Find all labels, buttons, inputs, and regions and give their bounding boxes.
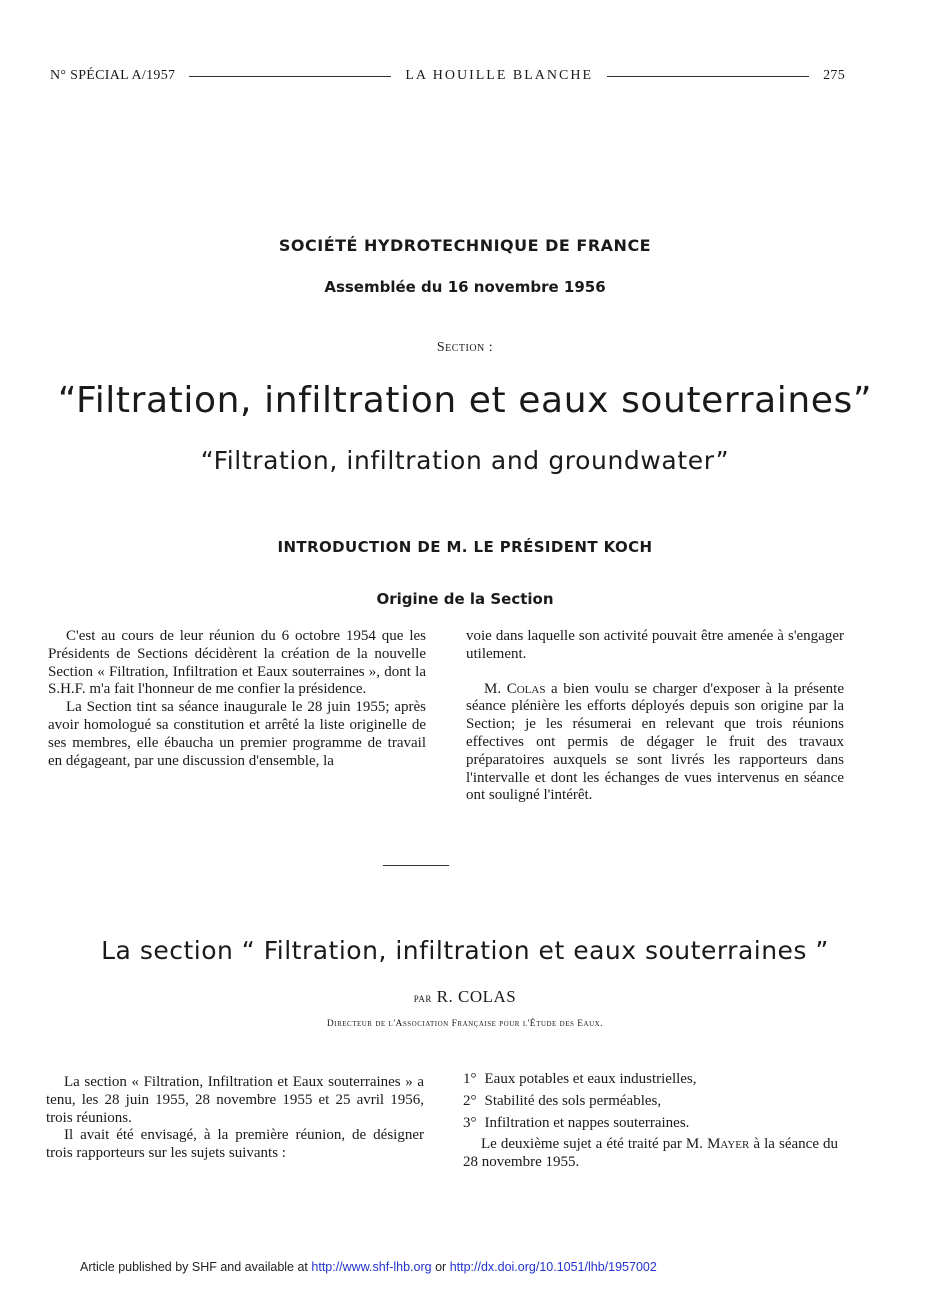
article-column-right [463, 1071, 838, 1172]
issue-label: N° SPÉCIAL A/1957 [50, 68, 176, 83]
society-name: SOCIÉTÉ HYDROTECHNIQUE DE FRANCE [278, 236, 652, 255]
author-name: R. COLAS [436, 987, 517, 1006]
person-name: Mayer [707, 1136, 750, 1153]
section-divider [383, 865, 449, 866]
header-rule-right [607, 76, 809, 77]
article-paragraph: Il avait été envisagé, à la première réunion, de désigner trois rapporteurs sur les sujets suivants : [46, 1127, 424, 1162]
intro-paragraph [466, 681, 844, 806]
list-number: 1° [463, 1071, 477, 1087]
intro-heading: INTRODUCTION DE M. LE PRÉSIDENT KOCH [277, 538, 653, 556]
text-run: a bien voulu se charger d'exposer à la présente séance plénière les efforts déployés depuis son origine par la Section; je les résumerai en relevant que trois réunions effectives ont permis de dégager le fruit des travaux préparatoires auxquels se sont livrés les rapporteurs dans l'intervalle et dont les échanges de vues intervenus en séance ont souligné l'intérêt. [466, 680, 845, 804]
article-paragraph [463, 1136, 838, 1172]
article-column-left [46, 1074, 424, 1163]
text-run: à la séance du 28 novembre 1955. [463, 1136, 839, 1171]
intro-column-right [466, 628, 844, 805]
author-line [0, 987, 930, 1007]
footer-link-shf[interactable]: http://www.shf-lhb.org [311, 1260, 432, 1274]
article-paragraph: La section « Filtration, Infiltration et Eaux souterraines » a tenu, les 28 juin 1955, 28 novembre 1955 et 25 avril 1956, trois réunions. [46, 1074, 424, 1126]
text-run: M. [484, 680, 502, 697]
list-item [463, 1071, 838, 1089]
sub-title: “Filtration, infiltration and groundwater” [200, 446, 730, 475]
footer-middle: or [435, 1260, 447, 1274]
intro-paragraph: La Section tint sa séance inaugurale le 28 juin 1955; après avoir homologué sa constitution et arrêté la liste originelle de ses membres, elle ébaucha un premier programme de travail en dégageant, par une discussion d'ensemble, la [48, 699, 426, 769]
person-name: Colas [506, 680, 546, 697]
section-label: Section : [436, 340, 494, 355]
header-rule-left [189, 76, 391, 77]
footer-prefix: Article published by SHF and available at [80, 1260, 308, 1274]
author-prefix: par [413, 990, 432, 1005]
publication-footer [80, 1260, 657, 1274]
list-number: 2° [463, 1092, 477, 1109]
list-item [463, 1115, 838, 1133]
list-item [463, 1093, 838, 1111]
intro-paragraph: voie dans laquelle son activité pouvait être amenée à s'engager utilement. [466, 628, 844, 662]
journal-title: LA HOUILLE BLANCHE [405, 68, 594, 83]
page-number: 275 [823, 68, 845, 83]
assembly-date: Assemblée du 16 novembre 1956 [324, 278, 606, 296]
running-header [50, 66, 845, 86]
footer-link-doi[interactable]: http://dx.doi.org/10.1051/lhb/1957002 [449, 1260, 657, 1274]
list-text: Eaux potables et eaux industrielles, [484, 1071, 697, 1087]
intro-column-left [48, 628, 426, 770]
list-number: 3° [463, 1114, 477, 1131]
text-run: Le deuxième sujet a été traité par M. [481, 1136, 704, 1153]
main-title: “Filtration, infiltration et eaux souterraines” [57, 380, 873, 421]
list-text: Infiltration et nappes souterraines. [484, 1114, 690, 1131]
author-affiliation: Directeur de l'Association Française pour l'Étude des Eaux. [326, 1019, 604, 1029]
list-text: Stabilité des sols perméables, [484, 1092, 662, 1109]
article-title: La section “ Filtration, infiltration et eaux souterraines ” [101, 936, 829, 965]
origin-heading: Origine de la Section [376, 590, 554, 608]
intro-paragraph: C'est au cours de leur réunion du 6 octobre 1954 que les Présidents de Sections décidèrent la création de la nouvelle Section « Filtration, Infiltration et Eaux souterraines », dont la S.H.F. m'a fait l'honneur de me confier la présidence. [48, 628, 426, 698]
